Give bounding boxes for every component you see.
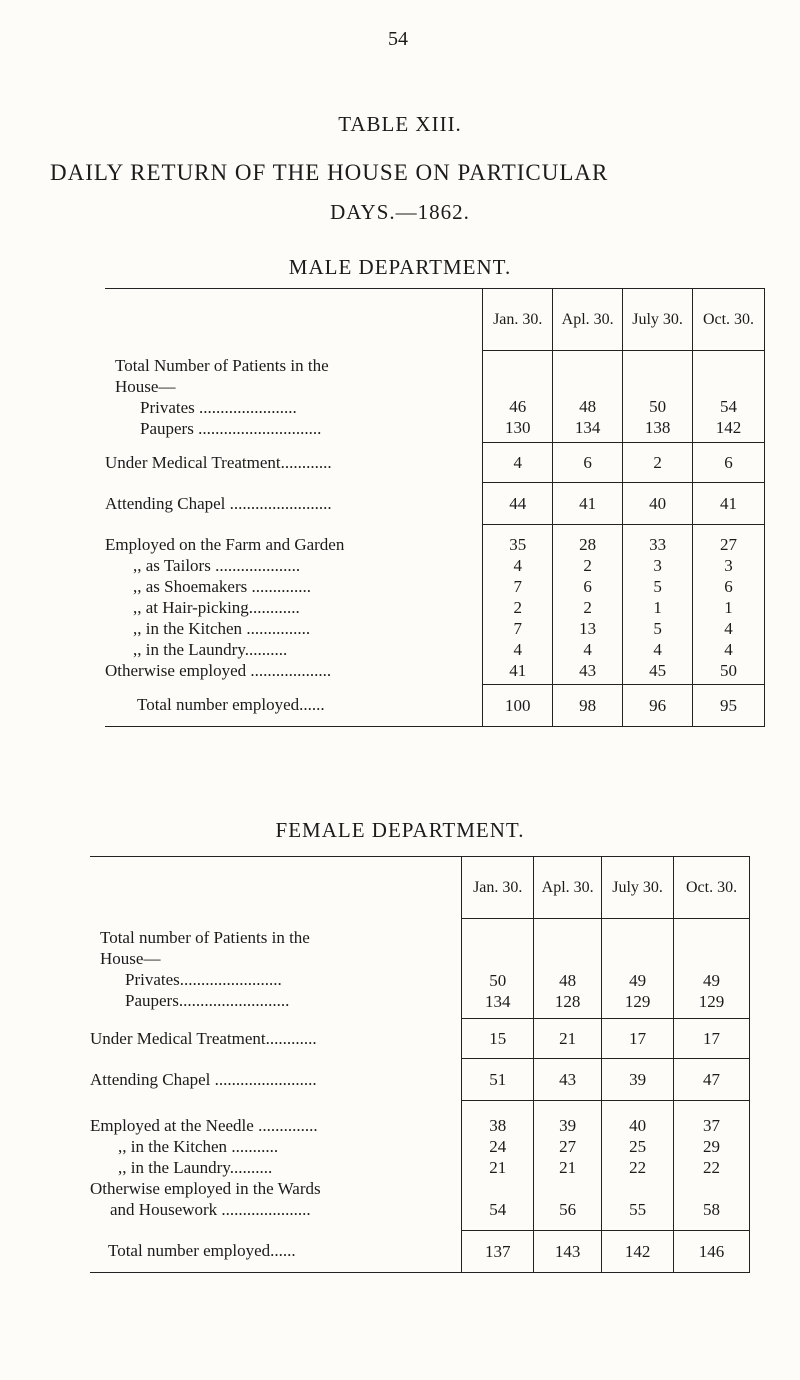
table-title: TABLE XIII.	[338, 112, 462, 136]
female-emp-0-apl: 39	[559, 1116, 577, 1135]
male-total-apl: 98	[553, 685, 623, 727]
female-employed-label-1: ,, in the Kitchen	[118, 1137, 228, 1156]
male-employed-label-0: Employed on the Farm and Garden	[105, 535, 345, 554]
female-medical-jan: 15	[462, 1019, 534, 1059]
male-paupers-july: 138	[644, 417, 671, 437]
female-privates-july: 49	[629, 970, 647, 990]
female-chapel-label: Attending Chapel	[90, 1069, 211, 1089]
page-number: 54	[388, 28, 408, 50]
female-paupers-label: Paupers	[125, 990, 179, 1010]
female-total-oct: 146	[674, 1231, 750, 1273]
male-emp-5-jan: 4	[513, 640, 522, 659]
male-paupers-label: Paupers	[140, 418, 194, 438]
male-employed-label-5: ,, in the Laundry	[133, 640, 245, 659]
male-emp-5-july: 4	[653, 640, 662, 659]
male-privates-label: Privates	[140, 397, 195, 417]
female-emp-2-apl: 21	[559, 1158, 577, 1177]
female-emp-2-july: 22	[629, 1158, 647, 1177]
male-emp-5-oct: 4	[724, 640, 733, 659]
female-emp-1-apl: 27	[559, 1137, 577, 1156]
female-employed-label-0: Employed at the Needle	[90, 1116, 254, 1135]
female-col-apl: Apl. 30.	[534, 857, 602, 919]
male-paupers-apl: 134	[574, 417, 601, 437]
female-house-label: House—	[100, 948, 161, 968]
female-emp-2-jan: 21	[489, 1158, 507, 1177]
male-paupers-jan: 130	[504, 417, 531, 437]
female-total-apl: 143	[534, 1231, 602, 1273]
male-emp-6-jan: 41	[509, 661, 527, 680]
male-house-label: House—	[115, 376, 176, 396]
male-department-title: MALE DEPARTMENT.	[288, 255, 512, 279]
male-emp-0-oct: 27	[720, 535, 738, 554]
female-emp-3-jan: 54	[489, 1200, 507, 1219]
female-emp-0-july: 40	[629, 1116, 647, 1135]
male-privates-oct: 54	[720, 396, 738, 416]
female-chapel-july: 39	[602, 1059, 674, 1101]
female-employed-label-2: ,, in the Laundry	[118, 1158, 230, 1177]
male-emp-1-jan: 4	[513, 556, 522, 575]
male-chapel-label: Attending Chapel	[105, 493, 226, 513]
male-emp-1-july: 3	[653, 556, 662, 575]
male-emp-0-july: 33	[649, 535, 667, 554]
female-emp-1-july: 25	[629, 1137, 647, 1156]
female-department-title: FEMALE DEPARTMENT.	[275, 818, 525, 842]
male-emp-3-jan: 2	[513, 598, 522, 617]
female-chapel-apl: 43	[534, 1059, 602, 1101]
female-emp-3-july: 55	[629, 1200, 647, 1219]
male-emp-4-jan: 7	[513, 619, 522, 638]
male-medical-apl: 6	[553, 443, 623, 483]
female-employed-label-3: Otherwise employed in the Wards	[90, 1179, 321, 1198]
male-chapel-oct: 41	[693, 483, 765, 525]
male-privates-apl: 48	[579, 396, 597, 416]
female-paupers-apl: 128	[554, 991, 581, 1011]
male-emp-1-oct: 3	[724, 556, 733, 575]
male-medical-oct: 6	[693, 443, 765, 483]
female-paupers-jan: 134	[484, 991, 511, 1011]
male-chapel-july: 40	[623, 483, 693, 525]
male-emp-0-jan: 35	[509, 535, 527, 554]
female-privates-label: Privates	[125, 969, 180, 989]
male-medical-jan: 4	[483, 443, 553, 483]
female-medical-apl: 21	[534, 1019, 602, 1059]
male-chapel-apl: 41	[553, 483, 623, 525]
male-col-oct: Oct. 30.	[693, 289, 765, 351]
male-col-july: July 30.	[623, 289, 693, 351]
male-medical-july: 2	[623, 443, 693, 483]
male-employed-label-3: ,, at Hair-picking	[133, 598, 249, 617]
female-paupers-oct: 129	[698, 991, 725, 1011]
male-emp-2-apl: 6	[583, 577, 592, 596]
female-col-oct: Oct. 30.	[674, 857, 750, 919]
male-total-patients-label: Total Number of Patients in the	[115, 355, 329, 375]
male-emp-6-apl: 43	[579, 661, 597, 680]
female-emp-0-oct: 37	[703, 1116, 721, 1135]
female-chapel-jan: 51	[462, 1059, 534, 1101]
female-emp-1-oct: 29	[703, 1137, 721, 1156]
male-emp-4-july: 5	[653, 619, 662, 638]
male-employed-label-1: ,, as Tailors	[133, 556, 211, 575]
male-employed-label-4: ,, in the Kitchen	[133, 619, 243, 638]
female-privates-jan: 50	[489, 970, 507, 990]
female-emp-3-apl: 56	[559, 1200, 577, 1219]
male-emp-2-jan: 7	[513, 577, 522, 596]
female-total-patients-label: Total number of Patients in the	[100, 927, 310, 947]
male-emp-6-july: 45	[649, 661, 667, 680]
heading-line-2: DAYS.—1862.	[330, 200, 470, 224]
male-emp-3-july: 1	[653, 598, 662, 617]
female-paupers-july: 129	[624, 991, 651, 1011]
female-total-employed-label: Total number employed	[108, 1241, 271, 1261]
male-emp-1-apl: 2	[583, 556, 592, 575]
female-table: Jan. 30. Apl. 30. July 30. Oct. 30. Total number of Patients in the House— Privates........................ Paupers.......................... 50 134 48 128 49 129 49 129 Under Medical Treatment............ 15 21 17 17 Attending Chapel ........................ 51 43 39 47 Employed at the Needle .............. ,, in the Kitchen ........... ,, in the Laundry.......... Otherwise employed in the Wards and Housework ..................... 38 24 21 54 39 27 21 56 40 25 22 55 37 29 22 58 Total number employed...... 137 143 142 146	[90, 856, 750, 1273]
female-medical-label: Under Medical Treatment	[90, 1028, 266, 1048]
male-emp-6-oct: 50	[720, 661, 738, 680]
male-emp-4-oct: 4	[724, 619, 733, 638]
female-total-july: 142	[602, 1231, 674, 1273]
female-privates-apl: 48	[559, 970, 577, 990]
female-privates-oct: 49	[703, 970, 721, 990]
female-emp-1-jan: 24	[489, 1137, 507, 1156]
male-emp-2-july: 5	[653, 577, 662, 596]
male-privates-july: 50	[649, 396, 667, 416]
male-table: Jan. 30. Apl. 30. July 30. Oct. 30. Total Number of Patients in the House— Privates ....................... Paupers ............................. 46 130 48 134 50 138 54 142 Under Medical Treatment............ 4 6 2 6 Attending Chapel ........................ 44 41 40 41 Employed on the Farm and Garden ,, as Tailors .................... ,, as Shoemakers .............. ,, at Hair-picking............ ,, in the Kitchen ............... ,, in the Laundry.......... Otherwise employed ................... 35 4 7 2 7 4 41 28 2 6 2 13 4 43 33 3 5 1 5 4 45 27 3 6 1 4 4 50 Total number employed...... 100 98 96 95	[105, 288, 765, 727]
female-emp-2-oct: 22	[703, 1158, 721, 1177]
female-medical-oct: 17	[674, 1019, 750, 1059]
female-emp-0-jan: 38	[489, 1116, 507, 1135]
male-total-oct: 95	[693, 685, 765, 727]
male-emp-3-apl: 2	[583, 598, 592, 617]
male-paupers-oct: 142	[715, 417, 742, 437]
male-total-jan: 100	[483, 685, 553, 727]
male-total-july: 96	[623, 685, 693, 727]
male-col-jan: Jan. 30.	[483, 289, 553, 351]
female-medical-july: 17	[602, 1019, 674, 1059]
female-emp-3-oct: 58	[703, 1200, 721, 1219]
male-chapel-jan: 44	[483, 483, 553, 525]
heading-line-1: DAILY RETURN OF THE HOUSE ON PARTICULAR	[50, 160, 609, 185]
male-total-employed-label: Total number employed	[137, 695, 300, 715]
male-emp-5-apl: 4	[583, 640, 592, 659]
male-employed-label-2: ,, as Shoemakers	[133, 577, 248, 596]
male-emp-2-oct: 6	[724, 577, 733, 596]
male-employed-label-6: Otherwise employed	[105, 661, 247, 680]
male-privates-jan: 46	[509, 396, 527, 416]
male-emp-0-apl: 28	[579, 535, 597, 554]
female-total-jan: 137	[462, 1231, 534, 1273]
male-medical-label: Under Medical Treatment	[105, 452, 281, 472]
female-col-july: July 30.	[602, 857, 674, 919]
male-col-apl: Apl. 30.	[553, 289, 623, 351]
female-col-jan: Jan. 30.	[462, 857, 534, 919]
female-chapel-oct: 47	[674, 1059, 750, 1101]
male-emp-3-oct: 1	[724, 598, 733, 617]
female-employed-label-4: and Housework	[110, 1200, 218, 1219]
male-emp-4-apl: 13	[579, 619, 597, 638]
